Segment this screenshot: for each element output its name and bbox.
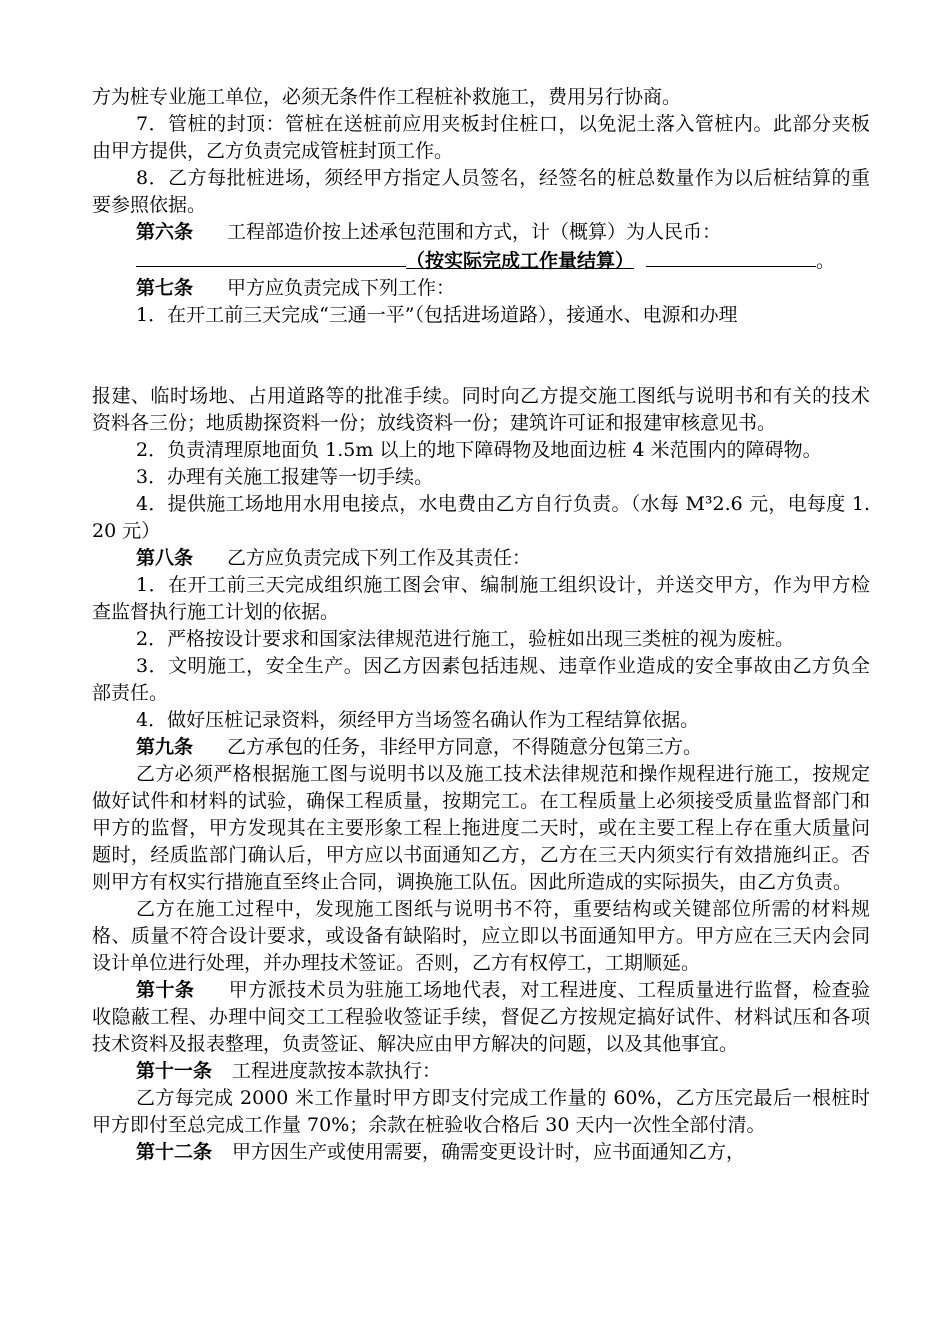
article-heading: 第六条 [136, 221, 194, 243]
article-text: 工程部造价按上述承包范围和方式，计（概算）为人民币： [227, 221, 722, 243]
paragraph: 乙方必须严格根据施工图与说明书以及施工技术法律规范和操作规程进行施工，按规定做好试件和材料的试验，确保工程质量，按期完工。在工程质量上必须接受质量监督部门和甲方的监督，甲方发现其在主要形象工程上拖进度二天时，或在主要工程上存在重大质量问题时，经质监部门确认后，甲方应以书面通知乙方，乙方在三天内须实行有效措施纠正。否则甲方有权实行措施直至终止合同，调换施工队伍。因此所造成的实际损失，由乙方负责。 [92, 763, 870, 893]
article-text: 甲方应负责完成下列工作： [227, 277, 456, 299]
paragraph: 4．提供施工场地用水用电接点，水电费由乙方自行负责。（水每 M³2.6 元，电每度 1.20 元） [92, 493, 870, 542]
article-12 [92, 1139, 870, 1166]
article-6-amount-line [92, 246, 870, 275]
paragraph: 3．文明施工，安全生产。因乙方因素包括违规、违章作业造成的安全事故由乙方负全部责任。 [92, 655, 870, 704]
article-heading: 第十一条 [136, 1060, 213, 1082]
article-heading: 第八条 [136, 547, 194, 569]
paragraph: 8．乙方每批桩进场，须经甲方指定人员签名，经签名的桩总数量作为以后桩结算的重要参照依据。 [92, 167, 870, 216]
article-8 [92, 545, 870, 572]
article-9 [92, 734, 870, 761]
punctuation: 。 [816, 250, 836, 272]
paragraph: 2．严格按设计要求和国家法律规范进行施工，验桩如出现三类桩的视为废桩。 [136, 628, 795, 650]
paragraph: 1．在开工前三天完成“三通一平”（包括进场道路），接通水、电源和办理 [136, 304, 738, 326]
article-heading: 第九条 [136, 736, 194, 758]
article-text: 乙方应负责完成下列工作及其责任： [227, 547, 532, 569]
article-6 [92, 219, 870, 246]
contract-document [92, 84, 870, 1166]
paragraph: 4．做好压桩记录资料，须经甲方当场签名确认作为工程结算依据。 [136, 709, 700, 731]
article-text: 工程进度款按本款执行： [232, 1060, 442, 1082]
paragraph: 1．在开工前三天完成组织施工图会审、编制施工组织设计，并送交甲方，作为甲方检查监督执行施工计划的依据。 [92, 574, 870, 623]
paragraph: 乙方在施工过程中，发现施工图纸与说明书不符，重要结构或关键部位所需的材料规格、质量不符合设计要求，或设备有缺陷时，应立即以书面通知甲方。甲方应在三天内会同设计单位进行处理，并办理技术签证。否则，乙方有权停工，工期顺延。 [92, 898, 870, 974]
paragraph: 报建、临时场地、占用道路等的批准手续。同时向乙方提交施工图纸与说明书和有关的技术资料各三份；地质勘探资料一份；放线资料一份；建筑许可证和报建审核意见书。 [92, 385, 870, 434]
article-7 [92, 275, 870, 302]
paragraph: 3．办理有关施工报建等一切手续。 [136, 466, 434, 488]
paragraph: 2．负责清理原地面负 1.5m 以上的地下障碍物及地面边桩 4 米范围内的障碍物。 [136, 439, 822, 461]
article-text: 甲方派技术员为驻施工场地代表，对工程进度、工程质量进行监督，检查验收隐蔽工程、办理中间交工工程验收签证手续，督促乙方按规定搞好试件、材料试压和各项技术资料及报表整理，负责签证、解决应由甲方解决的问题，以及其他事宜。 [92, 979, 870, 1055]
paragraph: 乙方每完成 2000 米工作量时甲方即支付完成工作量的 60%，乙方压完最后一根桩时甲方即付至总完成工作量 70%；余款在桩验收合格后 30 天内一次性全部付清。 [92, 1087, 870, 1136]
article-11 [92, 1058, 870, 1085]
article-text: 乙方承包的任务，非经甲方同意，不得随意分包第三方。 [227, 736, 703, 758]
article-heading: 第十二条 [136, 1141, 213, 1163]
paragraph: 方为桩专业施工单位，必须无条件作工程桩补救施工，费用另行协商。 [92, 86, 682, 108]
paragraph: 7．管桩的封顶：管桩在送桩前应用夹板封住桩口，以免泥土落入管桩内。此部分夹板由甲方提供，乙方负责完成管桩封顶工作。 [92, 113, 870, 162]
price-amount: （按实际完成工作量结算） [406, 250, 635, 272]
article-10 [92, 977, 870, 1058]
article-heading: 第七条 [136, 277, 194, 299]
article-heading: 第十条 [136, 979, 195, 1001]
article-text: 甲方因生产或使用需要，确需变更设计时，应书面通知乙方， [232, 1141, 746, 1163]
